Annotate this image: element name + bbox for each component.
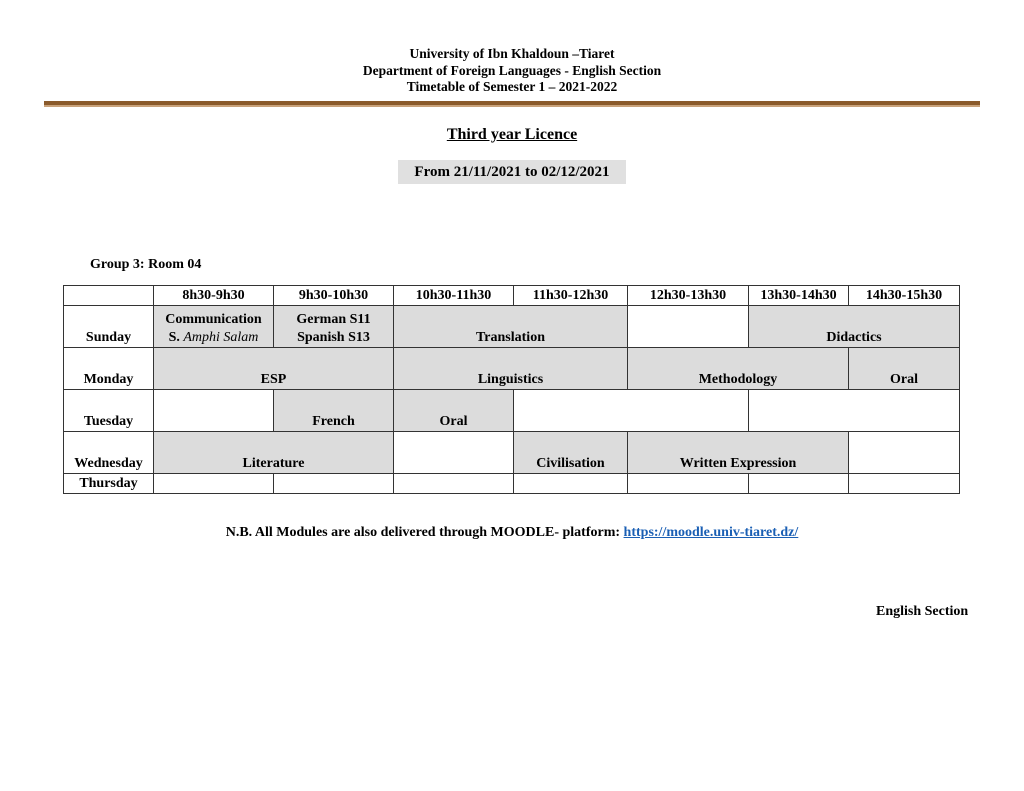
signature: English Section (876, 604, 969, 619)
empty-cell (749, 474, 849, 494)
moodle-note (0, 525, 1024, 541)
row-tuesday (64, 390, 960, 432)
session-languages (274, 306, 394, 348)
period-range: From 21/11/2021 to 02/12/2021 (398, 160, 626, 184)
session-esp: ESP (154, 348, 394, 390)
empty-cell (154, 390, 274, 432)
empty-cell (514, 390, 749, 432)
slot-header: 8h30-9h30 (154, 286, 274, 306)
slot-header: 10h30-11h30 (394, 286, 514, 306)
moodle-link[interactable]: https://moodle.univ-tiaret.dz/ (623, 525, 799, 540)
header-department: Department of Foreign Languages - English Section (362, 62, 662, 78)
empty-cell (749, 390, 960, 432)
slot-header: 13h30-14h30 (749, 286, 849, 306)
page-title: Third year Licence (446, 126, 578, 143)
session-communication (154, 306, 274, 348)
empty-cell (849, 432, 960, 474)
group-room: Group 3: Room 04 (90, 257, 202, 272)
session-room-line (156, 329, 271, 347)
session-french: French (274, 390, 394, 432)
document-header (0, 46, 1024, 96)
day-label: Thursday (64, 474, 154, 494)
row-wednesday (64, 432, 960, 474)
room-name: Amphi Salam (183, 330, 259, 345)
session-methodology: Methodology (628, 348, 849, 390)
row-sunday (64, 306, 960, 348)
session-title-cont: S. (168, 330, 180, 345)
day-label: Sunday (64, 306, 154, 348)
slot-header: 14h30-15h30 (849, 286, 960, 306)
row-monday (64, 348, 960, 390)
empty-cell (514, 474, 628, 494)
session-written-expression: Written Expression (628, 432, 849, 474)
empty-cell (274, 474, 394, 494)
header-divider (44, 101, 980, 107)
session-literature: Literature (154, 432, 394, 474)
header-university: University of Ibn Khaldoun –Tiaret (409, 46, 615, 61)
timetable-header-row (64, 286, 960, 306)
timetable (63, 285, 960, 494)
day-label: Tuesday (64, 390, 154, 432)
session-translation: Translation (394, 306, 628, 348)
corner-cell (64, 286, 154, 306)
empty-cell (394, 474, 514, 494)
session-oral: Oral (849, 348, 960, 390)
empty-cell (394, 432, 514, 474)
note-text: N.B. All Modules are also delivered through MOODLE- platform: (225, 525, 621, 540)
slot-header: 9h30-10h30 (274, 286, 394, 306)
empty-cell (154, 474, 274, 494)
session-oral: Oral (394, 390, 514, 432)
session-german: German S11 (296, 312, 371, 327)
row-thursday (64, 474, 960, 494)
day-label: Monday (64, 348, 154, 390)
slot-header: 12h30-13h30 (628, 286, 749, 306)
session-linguistics: Linguistics (394, 348, 628, 390)
empty-cell (628, 306, 749, 348)
empty-cell (628, 474, 749, 494)
session-title: Communication (165, 312, 262, 327)
header-semester: Timetable of Semester 1 – 2021-2022 (406, 79, 618, 94)
session-didactics: Didactics (749, 306, 960, 348)
empty-cell (849, 474, 960, 494)
slot-header: 11h30-12h30 (514, 286, 628, 306)
day-label: Wednesday (64, 432, 154, 474)
session-spanish: Spanish S13 (297, 330, 370, 345)
session-civilisation: Civilisation (514, 432, 628, 474)
